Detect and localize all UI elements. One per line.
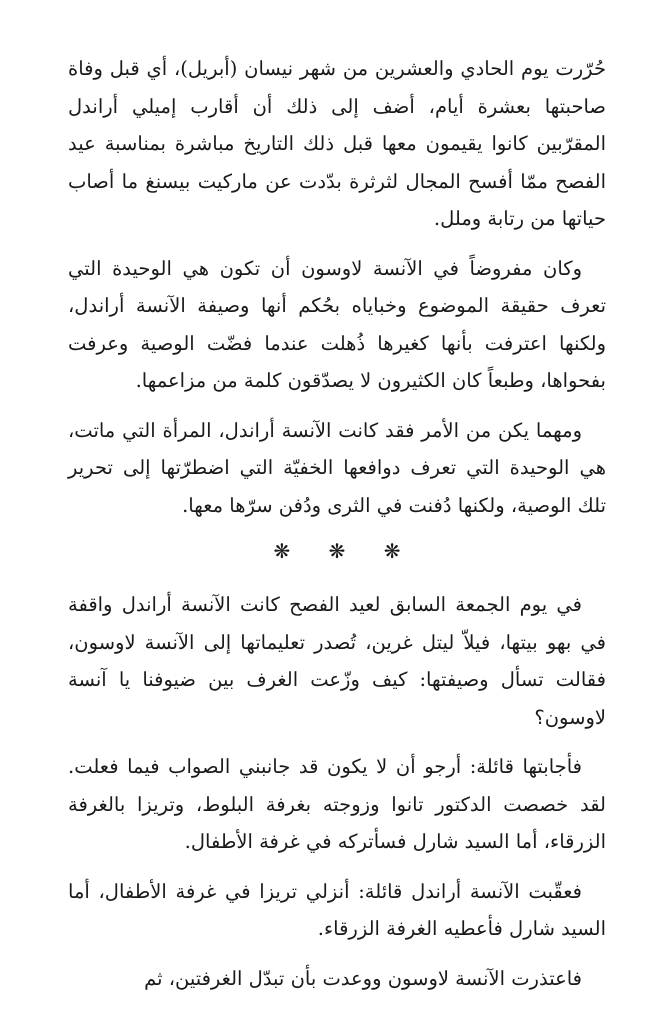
paragraph: حُرّرت يوم الحادي والعشرين من شهر نيسان (أبريل)، أي قبل وفاة صاحبتها بعشرة أيام، أضف إلى ذلك أن أقارب إميلي أراندل المقرّبين كانوا يقيمون معها قبل ذلك التاريخ مباشرة بمناسبة عيد الفصح ممّا أفسح المجال لثرثرة بدّدت عن ماركيت بيسنغ ما أصاب حياتها من رتابة وملل. (68, 57, 606, 230)
section-separator: ❋ ❋ ❋ (273, 539, 417, 563)
paragraph: وكان مفروضاً في الآنسة لاوسون أن تكون هي الوحيدة التي تعرف حقيقة الموضوع وخباياه بحُكم أنها وصيفة الآنسة أراندل، ولكنها اعترفت بأنها كغيرها ذُهلت عندما فضّت الوصية وعرفت بفحواها، وطبعاً كان الكثيرون لا يصدّقون كلمة من مزاعمها. (68, 256, 606, 392)
paragraph: فاعتذرت الآنسة لاوسون ووعدت بأن تبدّل الغرفتين، ثم (144, 966, 582, 990)
paragraph: فعقّبت الآنسة أراندل قائلة: أنزلي تريزا في غرفة الأطفال، أما السيد شارل فأعطيه الغرفة الزرقاء. (68, 879, 606, 940)
paragraph: ومهما يكن من الأمر فقد كانت الآنسة أراندل، المرأة التي ماتت، هي الوحيدة التي تعرف دوافعها الخفيّة التي اضطرّتها إلى تحرير تلك الوصية، ولكنها دُفنت في الثرى ودُفن سرّها معها. (68, 418, 606, 517)
paragraph: في يوم الجمعة السابق لعيد الفصح كانت الآنسة أراندل واقفة في بهو بيتها، فيلاّ ليتل غرين، تُصدر تعليماتها إلى الآنسة لاوسون، فقالت تسأل وصيفتها: كيف وزّعت الغرف بين ضيوفنا يا آنسة لاوسون؟ (68, 593, 606, 729)
book-page (68, 50, 606, 1009)
paragraph: فأجابتها قائلة: أرجو أن لا يكون قد جانبني الصواب فيما فعلت. لقد خصصت الدكتور تانوا وزوجته بغرفة البلوط، وتريزا بالغرفة الزرقاء، أما السيد شارل فسأتركه في غرفة الأطفال. (68, 755, 606, 853)
